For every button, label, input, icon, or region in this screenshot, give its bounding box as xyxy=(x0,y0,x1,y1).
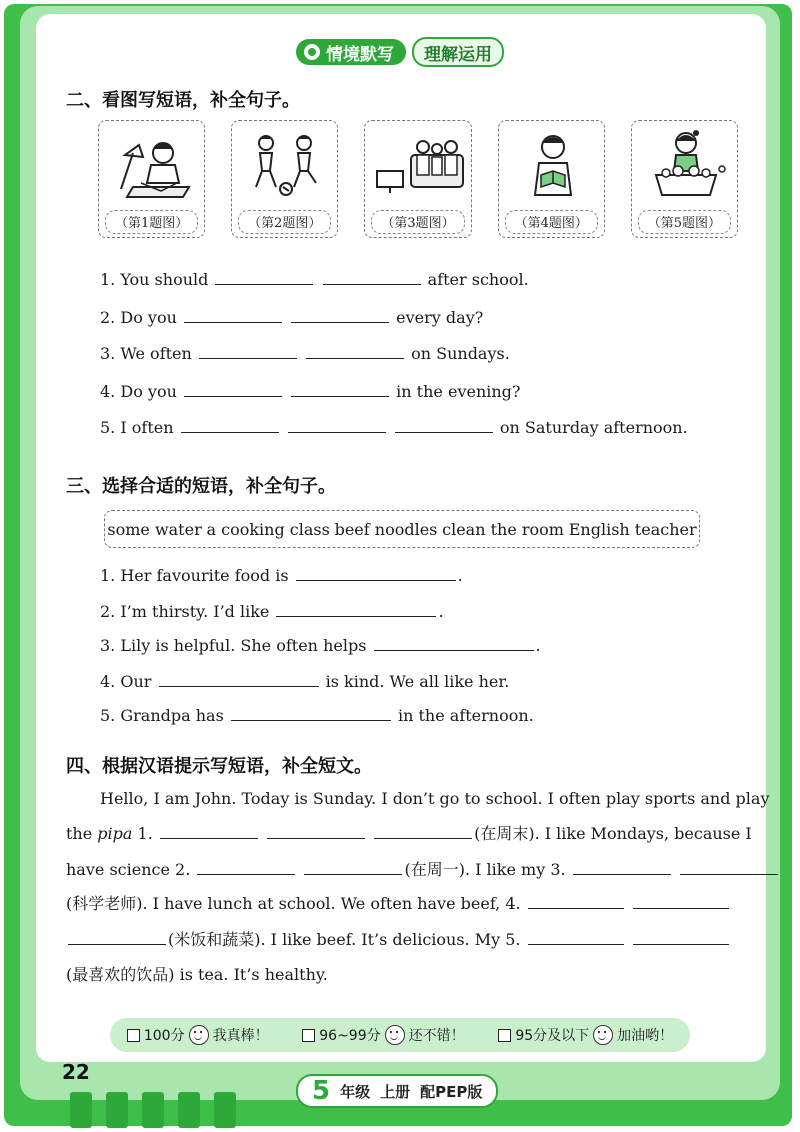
tab-marker xyxy=(70,1092,92,1128)
section2-title: 二、看图写短语，补全句子。 xyxy=(66,90,300,111)
s2-sentence-2: 2. Do you every day? xyxy=(100,308,484,327)
answer-blank[interactable] xyxy=(304,860,402,875)
word-option: English teacher xyxy=(568,519,697,539)
homework-illustration-icon xyxy=(103,125,203,205)
answer-blank[interactable] xyxy=(199,344,297,359)
answer-blank[interactable] xyxy=(291,308,389,323)
answer-blank[interactable] xyxy=(680,860,778,875)
answer-blank[interactable] xyxy=(573,860,671,875)
passage-line-1: Hello, I am John. Today is Sunday. I don’t go to school. I often play sports and play xyxy=(100,789,770,808)
checkbox[interactable] xyxy=(302,1029,315,1042)
picture-2 xyxy=(231,120,338,238)
page-number: 22 xyxy=(62,1060,90,1084)
answer-blank[interactable] xyxy=(633,894,729,909)
header-left-label: 情境默写 xyxy=(326,44,394,65)
s3-sentence-5: 5. Grandpa has in the afternoon. xyxy=(100,706,534,725)
checkbox[interactable] xyxy=(127,1029,140,1042)
tab-marker xyxy=(142,1092,164,1128)
passage-line-5: (米饭和蔬菜). I like beef. It’s delicious. My 5. xyxy=(66,930,731,949)
picture-4 xyxy=(498,120,605,238)
watching-tv-illustration-icon xyxy=(369,125,469,205)
answer-blank[interactable] xyxy=(68,930,166,945)
word-option: clean the room xyxy=(442,519,564,539)
section-header xyxy=(296,38,504,66)
tab-marker xyxy=(178,1092,200,1128)
s3-sentence-3: 3. Lily is helpful. She often helps . xyxy=(100,636,541,655)
self-assessment-bar xyxy=(110,1018,690,1052)
s2-sentence-3: 3. We often on Sundays. xyxy=(100,344,510,363)
tab-marker xyxy=(106,1092,128,1128)
answer-blank[interactable] xyxy=(374,824,472,839)
s3-sentence-2: 2. I’m thirsty. I’d like . xyxy=(100,602,444,621)
caption-3: （第3题图） xyxy=(381,216,455,231)
word-option: some water xyxy=(107,519,202,539)
header-badge xyxy=(296,39,406,65)
answer-blank[interactable] xyxy=(184,382,282,397)
section4-title: 四、根据汉语提示写短语，补全短文。 xyxy=(66,756,372,777)
word-option: beef noodles xyxy=(334,519,438,539)
answer-blank[interactable] xyxy=(215,270,313,285)
word-option: a cooking class xyxy=(206,519,330,539)
passage-line-6: (最喜欢的饮品) is tea. It’s healthy. xyxy=(66,965,328,984)
smiley-face-icon xyxy=(385,1025,405,1045)
caption-2: （第2题图） xyxy=(248,216,322,231)
answer-blank[interactable] xyxy=(181,418,279,433)
header-right-label: 理解运用 xyxy=(412,37,504,67)
football-illustration-icon xyxy=(236,125,336,205)
answer-blank[interactable] xyxy=(288,418,386,433)
s3-sentence-1: 1. Her favourite food is . xyxy=(100,566,463,585)
passage-line-2: the pipa 1. (在周末). I like Mondays, because I xyxy=(66,824,752,843)
smiley-face-icon xyxy=(189,1025,209,1045)
footer-grade-label: 5 年级 上册 配PEP版 xyxy=(296,1074,498,1108)
section3-title: 三、选择合适的短语，补全句子。 xyxy=(66,476,336,497)
checkbox[interactable] xyxy=(498,1029,511,1042)
s2-sentence-1: 1. You should after school. xyxy=(100,270,529,289)
s3-sentence-4: 4. Our is kind. We all like her. xyxy=(100,672,510,691)
tab-marker xyxy=(214,1092,236,1128)
answer-blank[interactable] xyxy=(197,860,295,875)
answer-blank[interactable] xyxy=(276,602,436,617)
answer-blank[interactable] xyxy=(395,418,493,433)
washing-clothes-illustration-icon xyxy=(636,125,736,205)
answer-blank[interactable] xyxy=(291,382,389,397)
answer-blank[interactable] xyxy=(231,706,391,721)
caption-5: （第5题图） xyxy=(647,216,722,231)
picture-row xyxy=(98,120,738,238)
answer-blank[interactable] xyxy=(306,344,404,359)
bottom-tabs xyxy=(70,1092,236,1128)
picture-5 xyxy=(631,120,738,238)
picture-3 xyxy=(364,120,471,238)
answer-blank[interactable] xyxy=(323,270,421,285)
passage-line-4: (科学老师). I have lunch at school. We often have beef, 4. xyxy=(66,894,731,913)
score-option-100[interactable]: 100分 我真棒！ xyxy=(127,1025,269,1045)
reading-illustration-icon xyxy=(503,125,603,205)
answer-blank[interactable] xyxy=(184,308,282,323)
answer-blank[interactable] xyxy=(296,566,456,581)
answer-blank[interactable] xyxy=(159,672,319,687)
answer-blank[interactable] xyxy=(374,636,534,651)
score-option-96-99[interactable]: 96~99分 还不错！ xyxy=(302,1025,464,1045)
caption-4: （第4题图） xyxy=(514,216,588,231)
flower-icon xyxy=(304,44,320,60)
cheer-face-icon xyxy=(593,1025,613,1045)
picture-1 xyxy=(98,120,205,238)
answer-blank[interactable] xyxy=(267,824,365,839)
word-bank xyxy=(104,510,700,548)
answer-blank[interactable] xyxy=(528,930,624,945)
answer-blank[interactable] xyxy=(633,930,729,945)
answer-blank[interactable] xyxy=(528,894,624,909)
s2-sentence-5: 5. I often on Saturday afternoon. xyxy=(100,418,688,437)
caption-1: （第1题图） xyxy=(114,216,189,231)
answer-blank[interactable] xyxy=(160,824,258,839)
s2-sentence-4: 4. Do you in the evening? xyxy=(100,382,521,401)
score-option-95-below[interactable]: 95分及以下 加油哟！ xyxy=(498,1025,673,1045)
passage-line-3: have science 2. (在周一). I like my 3. xyxy=(66,860,780,879)
